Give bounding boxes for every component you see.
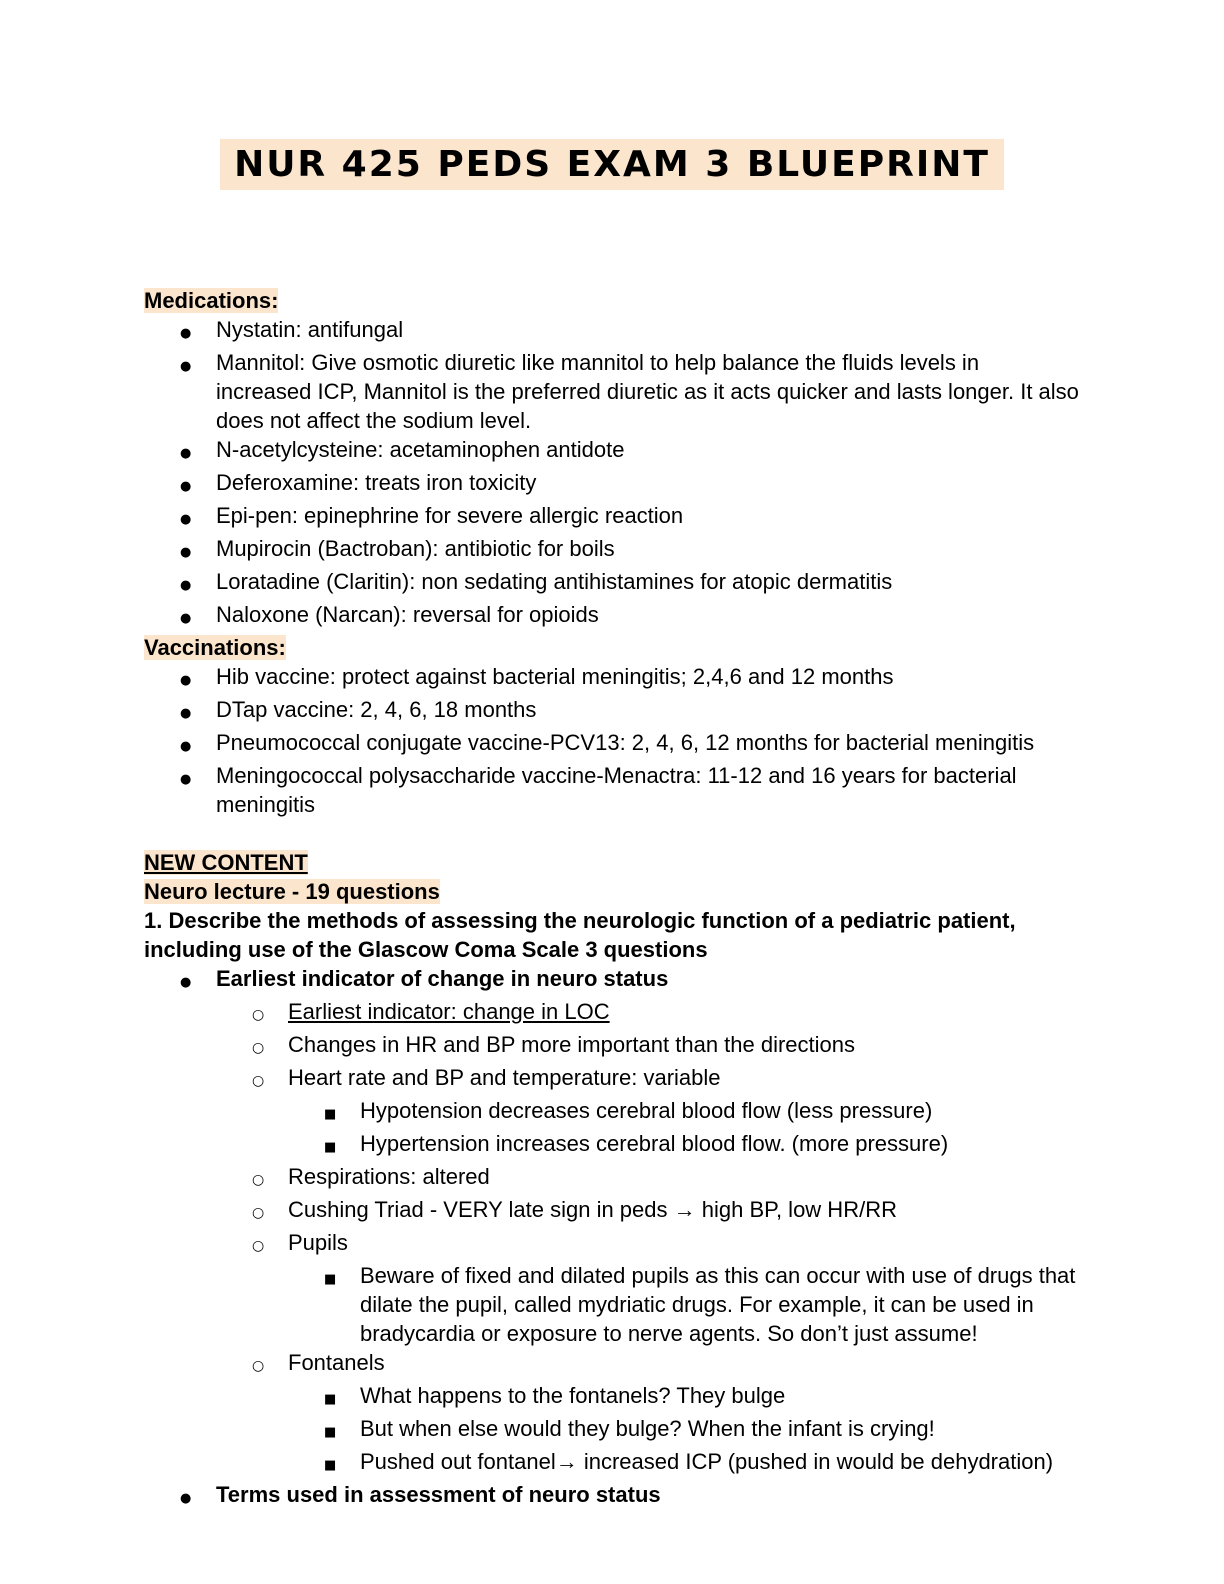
disc-bullet-icon: ● <box>180 512 192 527</box>
list-item <box>144 534 1080 567</box>
list-item-text: But when else would they bulge? When the infant is crying! <box>360 1416 935 1441</box>
list-item <box>144 662 1080 695</box>
list-item-text: Loratadine (Claritin): non sedating antihistamines for atopic dermatitis <box>216 569 893 594</box>
document-title <box>0 0 1224 190</box>
circle-bullet-icon: ○ <box>252 1238 265 1254</box>
paragraph-text: Neuro lecture - 19 questions <box>144 879 440 904</box>
list-item <box>144 1129 1080 1162</box>
disc-bullet-icon: ● <box>180 611 192 626</box>
circle-bullet-icon: ○ <box>252 1007 265 1023</box>
circle-bullet-icon: ○ <box>252 1073 265 1089</box>
list-item-text: Cushing Triad - VERY late sign in peds → high BP, low HR/RR <box>288 1197 897 1222</box>
disc-bullet-icon: ● <box>180 359 192 374</box>
list-item <box>144 964 1080 997</box>
list-item <box>144 567 1080 600</box>
square-bullet-icon: ■ <box>324 1425 337 1440</box>
disc-bullet-icon: ● <box>180 739 192 754</box>
disc-bullet-icon: ● <box>180 578 192 593</box>
disc-bullet-icon: ● <box>180 446 192 461</box>
paragraph <box>144 633 1080 662</box>
paragraph <box>144 877 1080 906</box>
list-item-text: Nystatin: antifungal <box>216 317 404 342</box>
square-bullet-icon: ■ <box>324 1107 337 1122</box>
disc-bullet-icon: ● <box>180 975 192 990</box>
list-item-text: Earliest indicator of change in neuro status <box>216 966 669 991</box>
list-item-text: Deferoxamine: treats iron toxicity <box>216 470 537 495</box>
list-item <box>144 1480 1080 1513</box>
list-item-text: Meningococcal polysaccharide vaccine-Menactra: 11-12 and 16 years for bacterial meningitis <box>216 763 1017 817</box>
list-item <box>144 997 1080 1030</box>
disc-bullet-icon: ● <box>180 673 192 688</box>
paragraph <box>144 848 1080 877</box>
list-item <box>144 1162 1080 1195</box>
circle-bullet-icon: ○ <box>252 1040 265 1056</box>
square-bullet-icon: ■ <box>324 1272 337 1287</box>
circle-bullet-icon: ○ <box>252 1205 265 1221</box>
circle-bullet-icon: ○ <box>252 1172 265 1188</box>
list-item-text: Respirations: altered <box>288 1164 490 1189</box>
list-item-text: Fontanels <box>288 1350 385 1375</box>
list-item <box>144 315 1080 348</box>
list-item <box>144 435 1080 468</box>
list-item <box>144 1381 1080 1414</box>
list-item-text: Hib vaccine: protect against bacterial meningitis; 2,4,6 and 12 months <box>216 664 894 689</box>
list-item <box>144 728 1080 761</box>
disc-bullet-icon: ● <box>180 479 192 494</box>
list-item <box>144 1414 1080 1447</box>
list-item <box>144 1228 1080 1261</box>
disc-bullet-icon: ● <box>180 545 192 560</box>
square-bullet-icon: ■ <box>324 1140 337 1155</box>
list-item-text: Pupils <box>288 1230 348 1255</box>
paragraph-text: Medications: <box>144 288 279 313</box>
list-item-text: Beware of fixed and dilated pupils as this can occur with use of drugs that dilate the pupil, called mydriatic drugs. For example, it can be used in bradycardia or exposure to nerve agents. So don’t just assume! <box>360 1263 1076 1346</box>
list-item-text: Hypertension increases cerebral blood flow. (more pressure) <box>360 1131 949 1156</box>
document-body <box>144 190 1080 1513</box>
list-item-text: Changes in HR and BP more important than the directions <box>288 1032 856 1057</box>
paragraph <box>144 906 1080 964</box>
list-item-text: Epi-pen: epinephrine for severe allergic reaction <box>216 503 684 528</box>
list-item-text: Pneumococcal conjugate vaccine-PCV13: 2, 4, 6, 12 months for bacterial meningitis <box>216 730 1035 755</box>
list-item <box>144 1261 1080 1348</box>
square-bullet-icon: ■ <box>324 1458 337 1473</box>
circle-bullet-icon: ○ <box>252 1358 265 1374</box>
list-item-text: Heart rate and BP and temperature: variable <box>288 1065 721 1090</box>
list-item <box>144 1447 1080 1480</box>
square-bullet-icon: ■ <box>324 1392 337 1407</box>
document-title-text: NUR 425 PEDS EXAM 3 BLUEPRINT <box>220 139 1004 190</box>
list-item <box>144 1030 1080 1063</box>
list-item <box>144 1063 1080 1096</box>
list-item-text: Mannitol: Give osmotic diuretic like mannitol to help balance the fluids levels in increased ICP, Mannitol is the preferred diuretic as it acts quicker and lasts longer. It also does not affect the sodium level. <box>216 350 1079 433</box>
list-item <box>144 1348 1080 1381</box>
list-item-text: Hypotension decreases cerebral blood flow (less pressure) <box>360 1098 933 1123</box>
list-item-text: Terms used in assessment of neuro status <box>216 1482 661 1507</box>
list-item <box>144 1195 1080 1228</box>
disc-bullet-icon: ● <box>180 706 192 721</box>
list-item-text: Pushed out fontanel→ increased ICP (pushed in would be dehydration) <box>360 1449 1054 1474</box>
paragraph-text: Vaccinations: <box>144 635 286 660</box>
paragraph-text: NEW CONTENT <box>144 850 308 875</box>
list-item <box>144 501 1080 534</box>
list-item-text: Naloxone (Narcan): reversal for opioids <box>216 602 599 627</box>
disc-bullet-icon: ● <box>180 772 192 787</box>
disc-bullet-icon: ● <box>180 1491 192 1506</box>
list-item-text: N-acetylcysteine: acetaminophen antidote <box>216 437 625 462</box>
list-item-text: Mupirocin (Bactroban): antibiotic for boils <box>216 536 615 561</box>
list-item <box>144 600 1080 633</box>
paragraph-text: 1. Describe the methods of assessing the neurologic function of a pediatric patient, including use of the Glascow Coma Scale 3 questions <box>144 908 1016 962</box>
list-item-text: DTap vaccine: 2, 4, 6, 18 months <box>216 697 537 722</box>
list-item <box>144 348 1080 435</box>
list-item <box>144 1096 1080 1129</box>
list-item <box>144 468 1080 501</box>
list-item-text: What happens to the fontanels? They bulge <box>360 1383 786 1408</box>
list-item <box>144 761 1080 819</box>
paragraph <box>144 286 1080 315</box>
list-item-text: Earliest indicator: change in LOC <box>288 999 610 1024</box>
list-item <box>144 695 1080 728</box>
disc-bullet-icon: ● <box>180 326 192 341</box>
